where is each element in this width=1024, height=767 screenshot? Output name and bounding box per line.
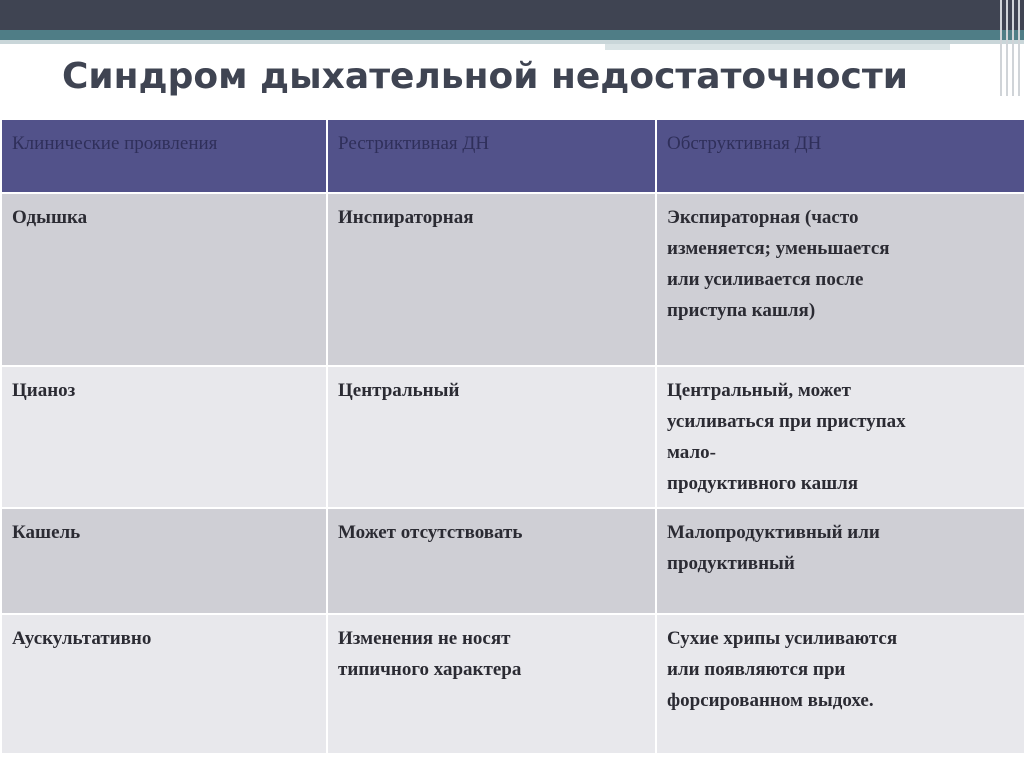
header-obstructive: Обструктивная ДН (656, 119, 1024, 193)
cell-restrictive: Центральный (327, 366, 656, 508)
cell-obstructive (656, 508, 1024, 614)
corner-decor-lines (996, 0, 1024, 96)
cell-line: продуктивного кашля (667, 473, 859, 494)
cell-line: изменяется; уменьшается (667, 238, 890, 259)
top-decor-stripe (0, 30, 1024, 40)
cell-restrictive: Может отсутствовать (327, 508, 656, 614)
cell-line: мало- (667, 442, 716, 463)
table-row (1, 508, 1024, 614)
comparison-table (0, 118, 1024, 755)
cell-restrictive (327, 614, 656, 754)
table-row (1, 614, 1024, 754)
table-header-row (1, 119, 1024, 193)
slide-title: Синдром дыхательной недостаточности (62, 56, 908, 97)
cell-line: приступа кашля) (667, 300, 816, 321)
cell-line: типичного характера (338, 659, 522, 680)
header-clinical: Клинические проявления (1, 119, 327, 193)
cell-line: усиливаться при приступах (667, 411, 906, 432)
cell-symptom: Кашель (1, 508, 327, 614)
table-row (1, 366, 1024, 508)
cell-line: Сухие хрипы усиливаются (667, 628, 898, 649)
cell-line: Центральный, может (667, 380, 851, 401)
cell-line: или появляются при (667, 659, 846, 680)
header-restrictive: Рестриктивная ДН (327, 119, 656, 193)
cell-restrictive: Инспираторная (327, 193, 656, 366)
cell-line: Изменения не носят (338, 628, 511, 649)
cell-symptom: Аускультативно (1, 614, 327, 754)
table-row (1, 193, 1024, 366)
cell-line: Экспираторная (часто (667, 207, 859, 228)
cell-obstructive (656, 614, 1024, 754)
cell-obstructive (656, 366, 1024, 508)
cell-line: форсированном выдохе. (667, 690, 874, 711)
cell-symptom: Одышка (1, 193, 327, 366)
cell-line: продуктивный (667, 553, 795, 574)
cell-symptom: Цианоз (1, 366, 327, 508)
cell-line: или усиливается после (667, 269, 864, 290)
cell-line: Малопродуктивный или (667, 522, 880, 543)
top-decor-bar (0, 0, 1024, 30)
cell-obstructive (656, 193, 1024, 366)
